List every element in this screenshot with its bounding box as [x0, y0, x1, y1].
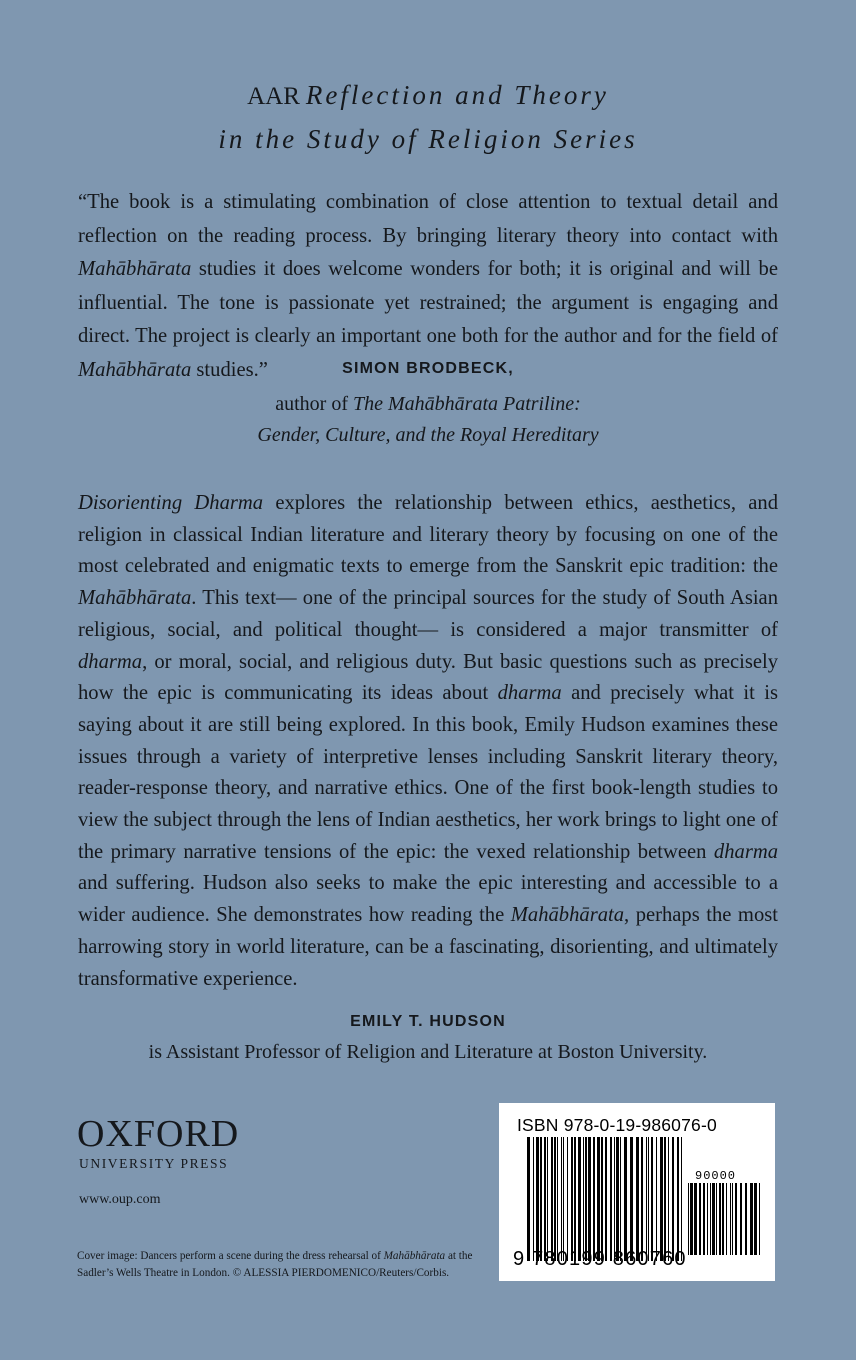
endorser-credential-line-2	[0, 419, 856, 452]
barcode-bar	[536, 1137, 539, 1261]
barcode-bar	[624, 1137, 627, 1261]
barcode-bar	[540, 1137, 542, 1261]
barcode-bar	[672, 1137, 674, 1261]
barcode-bar	[730, 1183, 731, 1255]
barcode-bar	[593, 1137, 595, 1261]
barcode-bar	[601, 1137, 603, 1261]
barcode-bars	[527, 1137, 687, 1261]
author-bio: is Assistant Professor of Religion and Literature at Boston University.	[148, 1041, 708, 1063]
quote-text: studies it does welcome wonders for both; it is original and will be influential. The tone is passionate yet restrained; the argument is engaging and direct. The project is clearly an important one both for the author and for the field of	[78, 258, 778, 347]
barcode-bar	[664, 1137, 666, 1261]
barcode-bar	[646, 1137, 647, 1261]
quote-text: “The book is a stimulating combination of close attention to textual detail and reflection on the reading process. By bringing literary theory into contact with	[78, 191, 778, 247]
barcode-bar	[688, 1183, 689, 1255]
quote-title-ref: Mahābhārata	[78, 258, 192, 280]
barcode-bar	[527, 1137, 530, 1261]
barcode-bar	[571, 1137, 573, 1261]
endorser-book-title: The Mahābhārata Patriline:	[353, 393, 581, 415]
barcode-bar	[636, 1137, 639, 1261]
barcode-bar	[740, 1183, 742, 1255]
barcode-bar	[610, 1137, 612, 1261]
quote-title-ref: Mahābhārata	[78, 358, 192, 381]
barcode-bar	[630, 1137, 633, 1261]
barcode-bar	[605, 1137, 607, 1261]
series-line-2: in the Study of Religion Series	[218, 124, 638, 154]
barcode-bar	[648, 1137, 649, 1261]
quote-text: studies.”	[191, 358, 268, 381]
barcode-bar	[551, 1137, 553, 1261]
barcode-bar	[656, 1137, 657, 1261]
barcode-bar	[614, 1137, 615, 1261]
barcode-bar	[557, 1137, 558, 1261]
barcode-bar	[719, 1183, 721, 1255]
isbn-barcode	[499, 1103, 775, 1281]
barcode-bar	[668, 1137, 669, 1261]
barcode-bar	[759, 1183, 760, 1255]
barcode-digits: 9 780199 860760	[513, 1248, 687, 1270]
barcode-bar	[690, 1183, 693, 1255]
barcode-bar	[578, 1137, 581, 1261]
barcode-bar	[707, 1183, 708, 1255]
barcode-bar	[712, 1183, 715, 1255]
barcode-bar	[574, 1137, 576, 1261]
series-line-1	[0, 74, 856, 118]
book-title-ref: Disorienting Dharma	[78, 492, 264, 514]
barcode-bar	[583, 1137, 584, 1261]
series-title	[0, 74, 856, 160]
addon-barcode-bars	[688, 1183, 760, 1255]
barcode-bar	[694, 1183, 697, 1255]
barcode-bar	[660, 1137, 663, 1261]
barcode-bar	[588, 1137, 591, 1261]
barcode-bar	[710, 1183, 711, 1255]
barcode-bar	[750, 1183, 753, 1255]
barcode-bar	[547, 1137, 548, 1261]
publisher-url: www.oup.com	[79, 1192, 161, 1207]
endorser-name: SIMON BRODBECK,	[342, 360, 514, 377]
barcode-bar	[563, 1137, 564, 1261]
series-line-1-text: Reflection and Theory	[305, 80, 609, 110]
barcode-bar	[620, 1137, 621, 1261]
barcode-bar	[726, 1183, 727, 1255]
book-description: Disorienting Dharma explores the relationship between ethics, aesthetics, and religion in classical Indian literature and literary theory by focusing on one of the most celebrated and enigmatic texts to emerge from the Sanskrit epic tradition: the Mahābhārata. This text— one of the principal sources for the study of South Asian religious, social, and political thought— is considered a major transmitter of dharma, or moral, social, and religious duty. But basic questions such as precisely how the epic is communicating its ideas about dharma and precisely what it is saying about it are still being explored. In this book, Emily Hudson examines these issues through a variety of interpretive lenses including Sanskrit literary theory, reader-response theory, and narrative ethics. One of the first book-length studies to view the subject through the lens of Indian aesthetics, her work brings to light one of the primary narrative tensions of the epic: the vexed relationship between dharma and suffering. Hudson also seeks to make the epic interesting and accessible to a wider audience. She demonstrates how reading the Mahābhārata, perhaps the most harrowing story in world literature, can be a fascinating, disorienting, and ultimately transformative experience.	[78, 492, 778, 990]
barcode-bar	[716, 1183, 717, 1255]
isbn-label: ISBN 978-0-19-986076-0	[517, 1115, 717, 1135]
author-name: EMILY T. HUDSON	[350, 1013, 506, 1030]
barcode-bar	[651, 1137, 653, 1261]
barcode-bar	[703, 1183, 705, 1255]
barcode-bar	[533, 1137, 534, 1261]
publisher-subtitle: UNIVERSITY PRESS	[79, 1156, 229, 1171]
endorser-credential-line-1: author of The Mahābhārata Patriline:	[275, 393, 581, 415]
barcode-bar	[735, 1183, 737, 1255]
barcode-bar	[699, 1183, 701, 1255]
barcode-bar	[616, 1137, 619, 1261]
barcode-bar	[585, 1137, 587, 1261]
barcode-bar	[722, 1183, 724, 1255]
barcode-bar	[567, 1137, 568, 1261]
barcode-bar	[732, 1183, 733, 1255]
barcode-bar	[561, 1137, 562, 1261]
barcode-bar	[745, 1183, 747, 1255]
endorser-book-subtitle: Gender, Culture, and the Royal Hereditary	[257, 424, 599, 446]
price-code: 90000	[695, 1169, 737, 1183]
publisher-logo: OXFORD	[77, 1113, 240, 1155]
aar-logo: AAR	[247, 83, 300, 110]
barcode-bar	[641, 1137, 643, 1261]
barcode-bar	[677, 1137, 679, 1261]
barcode-bar	[554, 1137, 556, 1261]
barcode-bar	[544, 1137, 546, 1261]
endorsement-quote	[78, 186, 778, 387]
barcode-bar	[681, 1137, 682, 1261]
barcode-bar	[597, 1137, 600, 1261]
cover-image-credit: Cover image: Dancers perform a scene during the dress rehearsal of Mahābhārata at the Sadler’s Wells Theatre in London. © ALESSIA PIERDOMENICO/Reuters/Corbis.	[77, 1250, 473, 1279]
barcode-bar	[754, 1183, 757, 1255]
